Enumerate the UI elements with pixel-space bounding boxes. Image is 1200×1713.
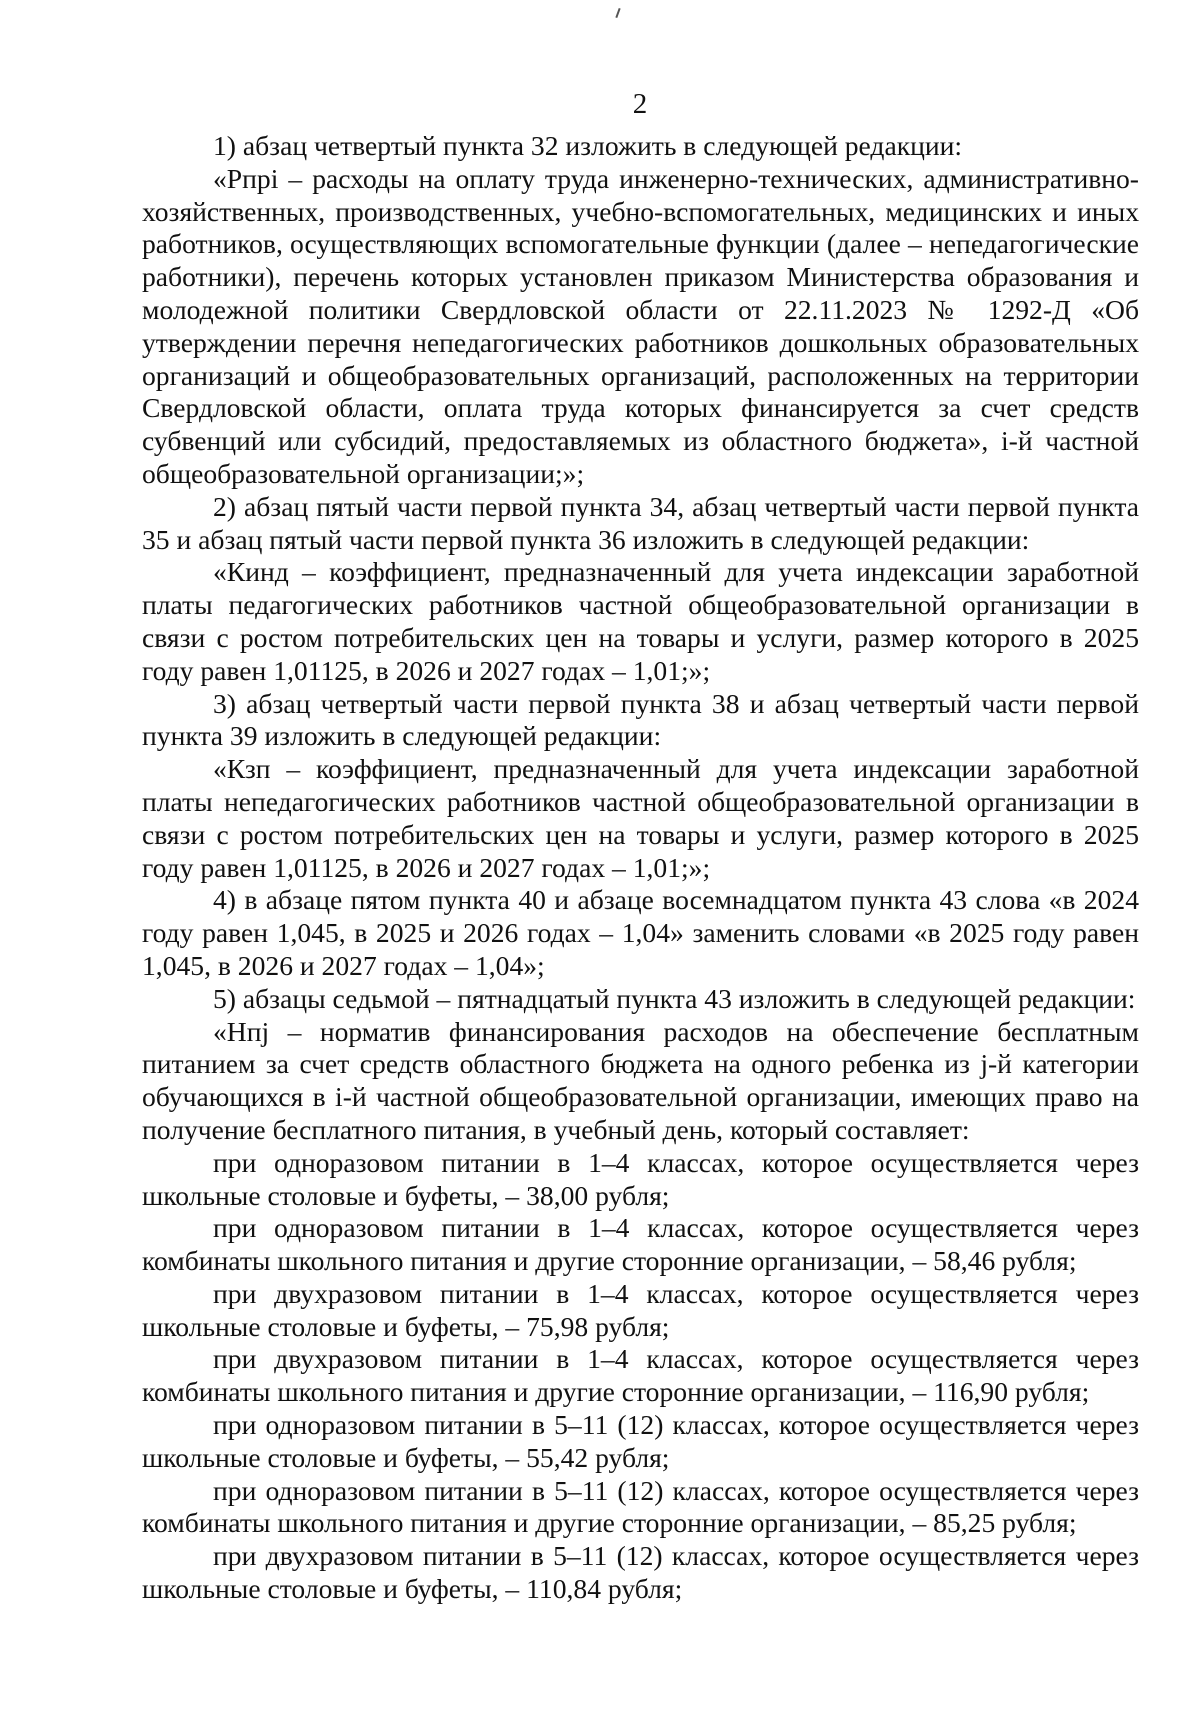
paragraph-rpri-definition: «Рпрi – расходы на оплату труда инженерно-технических, административно-хозяйственных, производственных, учебно-вспомогательных, медицинских и иных работников, осуществляющих вспомогательные функции (далее – непедагогические работники), перечень которых установлен приказом Министерства образования и молодежной политики Свердловской области от 22.11.2023 № 1292-Д «Об утверждении перечня непедагогических работников дошкольных образовательных организаций и общеобразовательных организаций, расположенных на территории Свердловской области, оплата труда которых финансируется за счет средств субвенций или субсидий, предоставляемых из областного бюджета», i-й частной общеобразовательной организации;»; [142, 162, 1139, 489]
page-number: 2 [632, 88, 648, 120]
paragraph-meal-rate: при двухразовом питании в 1–4 классах, которое осуществляется через комбинаты школьного питания и другие сторонние организации, – 116,90 рубля; [142, 1343, 1139, 1408]
paragraph-amendment-3: 3) абзац четвертый части первой пункта 38 и абзац четвертый части первой пункта 39 изложить в следующей редакции: [142, 687, 1139, 752]
scan-speck [615, 8, 620, 18]
paragraph-meal-rate: при одноразовом питании в 1–4 классах, которое осуществляется через комбинаты школьного питания и другие сторонние организации, – 58,46 рубля; [142, 1212, 1139, 1277]
paragraph-meal-rate: при одноразовом питании в 5–11 (12) классах, которое осуществляется через комбинаты школьного питания и другие сторонние организации, – 85,25 рубля; [142, 1474, 1139, 1539]
paragraph-amendment-1: 1) абзац четвертый пункта 32 изложить в следующей редакции: [213, 130, 963, 161]
paragraph-meal-rate: при двухразовом питании в 5–11 (12) классах, которое осуществляется через школьные столовые и буфеты, – 110,84 рубля; [142, 1540, 1139, 1605]
paragraph-meal-rate: при двухразовом питании в 1–4 классах, которое осуществляется через школьные столовые и буфеты, – 75,98 рубля; [142, 1277, 1139, 1342]
paragraph-amendment-2: 2) абзац пятый части первой пункта 34, абзац четвертый части первой пункта 35 и абзац пятый части первой пункта 36 изложить в следующей редакции: [142, 490, 1139, 555]
paragraph-meal-rate: при одноразовом питании в 1–4 классах, которое осуществляется через школьные столовые и буфеты, – 38,00 рубля; [142, 1146, 1139, 1211]
paragraph-kind-definition: «Кинд – коэффициент, предназначенный для учета индексации заработной платы педагогических работников частной общеобразовательной организации в связи с ростом потребительских цен на товары и услуги, размер которого в 2025 году равен 1,01125, в 2026 и 2027 годах – 1,01;»; [142, 556, 1139, 686]
document-body [142, 130, 1139, 1606]
paragraph-kzp-definition: «Кзп – коэффициент, предназначенный для учета индексации заработной платы непедагогических работников частной общеобразовательной организации в связи с ростом потребительских цен на товары и услуги, размер которого в 2025 году равен 1,01125, в 2026 и 2027 годах – 1,01;»; [142, 753, 1139, 883]
paragraph-npj-definition: «Нпj – норматив финансирования расходов на обеспечение бесплатным питанием за счет средств областного бюджета на одного ребенка из j-й категории обучающихся в i-й частной общеобразовательной организации, имеющих право на получение бесплатного питания, в учебный день, который составляет: [142, 1015, 1139, 1145]
paragraph-amendment-4: 4) в абзаце пятом пункта 40 и абзаце восемнадцатом пункта 43 слова «в 2024 году равен 1,045, в 2025 и 2026 годах – 1,04» заменить словами «в 2025 году равен 1,045, в 2026 и 2027 годах – 1,04»; [142, 884, 1139, 981]
paragraph-amendment-5: 5) абзацы седьмой – пятнадцатый пункта 43 изложить в следующей редакции: [213, 982, 1136, 1014]
paragraph-meal-rate: при одноразовом питании в 5–11 (12) классах, которое осуществляется через школьные столовые и буфеты, – 55,42 рубля; [142, 1409, 1139, 1473]
